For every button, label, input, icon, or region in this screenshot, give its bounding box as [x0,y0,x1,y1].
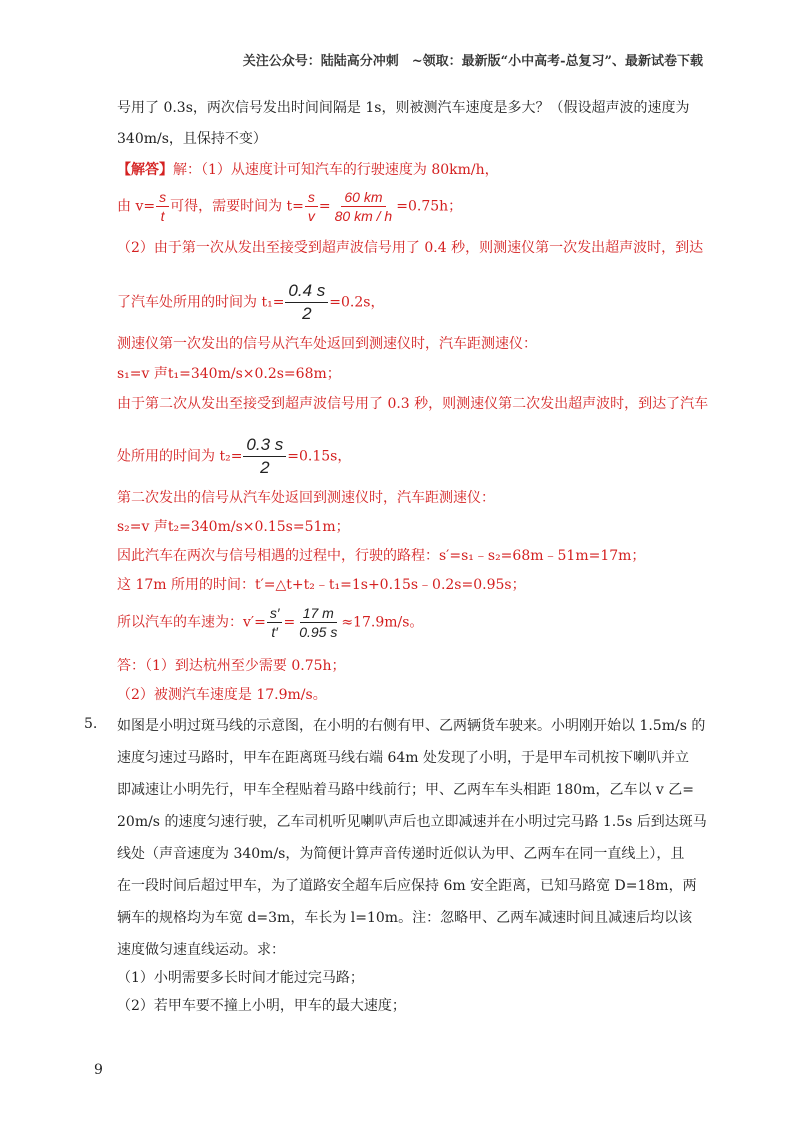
numerator: s [305,188,318,207]
answer-line-6: s₁=v 声t₁=340m/s×0.2s=68m； [117,366,341,382]
formula-mid: 可得，需要时间为 t= [170,198,304,215]
formula-prefix: 处所用的时间为 t₂= [117,448,243,465]
denominator: t [160,208,165,224]
question-number: 5. [84,716,98,732]
question-line-3: 即减速让小明先行，甲车全程贴着马路中线前行；甲、乙两车车头相距 180m，乙车以 v 乙= [117,782,694,798]
formula-prefix: 了汽车处所用的时间为 t₁= [117,294,285,311]
fraction-s-over-v [305,188,318,225]
formula-result: ≈17.9m/s。 [341,614,424,631]
formula-prefix: 由 v= [117,198,156,215]
question-line-6: 在一段时间后超过甲车，为了道路安全超车后应保持 6m 安全距离，已知马路宽 D=18m，两 [117,878,697,894]
fraction-time-1 [285,280,328,325]
answer-line-10: s₂=v 声t₂=340m/s×0.15s=51m； [117,519,350,535]
question-line-1: 如图是小明过斑马线的示意图，在小明的右侧有甲、乙两辆货车驶来。小明刚开始以 1.5m/s 的 [117,718,706,734]
question-line-7: 辆车的规格均为车宽 d=3m，车长为 l=10m。注：忽略甲、乙两车减速时间且减速后均以该 [117,910,693,926]
answer-line-14: 答：（1）到达杭州至少需要 0.75h； [117,658,346,674]
equals: = [283,614,296,631]
answer-line-3: （2）由于第一次从发出至接受到超声波信号用了 0.4 秒，则测速仪第一次发出超声波时，到达 [117,240,704,256]
denominator: 2 [302,304,312,323]
numerator: 0.3 s [243,434,286,457]
fraction-time-2 [243,434,286,479]
fraction-distance-over-speed [332,188,396,225]
answer-line-11: 因此汽车在两次与信号相遇的过程中，行驶的路程：s′=s₁﹣s₂=68m﹣51m=17m； [117,548,646,564]
answer-line-1 [117,160,499,180]
sub-question-1: （1）小明需要多长时间才能过完马路； [117,970,364,986]
numerator: 60 km [341,188,385,207]
answer-line-9: 第二次发出的信号从汽车处返回到测速仪时，汽车距测速仪： [117,490,495,506]
question-line-8: 速度做匀速直线运动。求： [117,942,285,958]
answer-line-7: 由于第二次从发出至接受到超声波信号用了 0.3 秒，则测速仪第二次发出超声波时，到达了汽车 [117,396,709,412]
answer-line-4 [117,280,384,325]
denominator: t′ [271,624,278,640]
page-header: 关注公众号：陆陆高分冲刺 ~领取：最新版“小中高考-总复习”、最新试卷下载 [242,54,703,69]
formula-result: =0.75h； [396,198,463,215]
fraction-s-over-t [156,188,169,225]
formula-result: =0.15s， [287,448,352,465]
answer-text: 解：（1）从速度计可知汽车的行驶速度为 80km/h， [173,162,499,178]
numerator: 0.4 s [285,280,328,303]
intro-line-2: 340m/s，且保持不变） [117,131,267,147]
fraction-s-prime-over-t-prime [267,604,283,641]
equals: = [318,198,331,215]
answer-line-2 [117,188,462,225]
fraction-speed-result [296,604,340,641]
numerator: 17 m [300,604,337,623]
answer-line-15: （2）被测汽车速度是 17.9m/s。 [117,687,327,703]
formula-prefix: 所以汽车的车速为：v′= [117,614,266,631]
sub-question-2: （2）若甲车要不撞上小明，甲车的最大速度； [117,998,406,1014]
question-line-5: 线处（声音速度为 340m/s，为简便计算声音传递时近似认为甲、乙两车在同一直线上），且 [117,846,685,862]
page-number: 9 [94,1062,103,1078]
denominator: 2 [260,458,270,477]
answer-line-13 [117,604,423,641]
intro-line-1: 号用了 0.3s，两次信号发出时间间隔是 1s，则被测汽车速度是多大？（假设超声波的速度为 [117,100,690,116]
formula-result: =0.2s， [329,294,385,311]
answer-line-8 [117,434,351,479]
question-line-4: 20m/s 的速度匀速行驶，乙车司机听见喇叭声后也立即减速并在小明过完马路 1.5s 后到达斑马 [117,814,707,830]
answer-line-12: 这 17m 所用的时间：t′=△t+t₂﹣t₁=1s+0.15s﹣0.2s=0.95s； [117,577,526,593]
question-line-2: 速度匀速过马路时，甲车在距离斑马线右端 64m 处发现了小明，于是甲车司机按下喇叭并立 [117,750,689,766]
denominator: 80 km / h [334,208,393,224]
numerator: s [156,188,169,207]
denominator: 0.95 s [299,624,338,640]
answer-tag: 【解答】 [117,162,173,178]
answer-line-5: 测速仪第一次发出的信号从汽车处返回到测速仪时，汽车距测速仪： [117,336,537,352]
denominator: v [307,208,315,224]
numerator: s′ [267,604,283,623]
